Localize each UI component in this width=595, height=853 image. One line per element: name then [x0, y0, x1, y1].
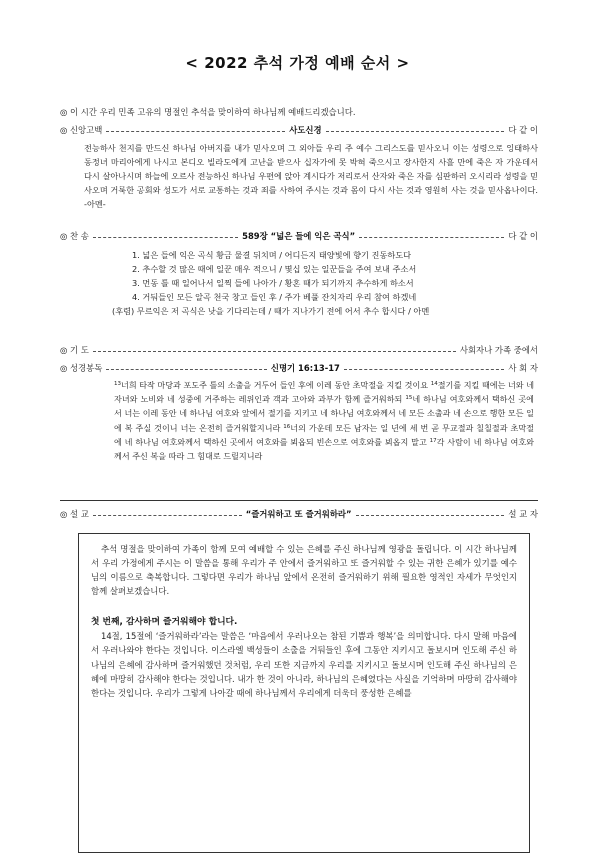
verse-text: 절기를 지킬 때에는 너와 네 자녀와 노비와 네 성중에 거주하는 레위인과 객과 고아와 과부가 함께 즐거워하되 — [114, 380, 535, 405]
prayer-leader: 사회자나 가족 중에서 — [459, 345, 538, 355]
hymn-leader: 다 같 이 — [508, 231, 539, 241]
dash-leader — [356, 515, 505, 516]
reading-label: ◎ 성경봉독 — [60, 363, 103, 373]
verse-number: 13 — [114, 381, 121, 387]
dash-leader — [359, 237, 504, 238]
intro-text: ◎ 이 시간 우리 민족 고유의 명절인 추석을 맞이하여 하나님께 예배드리겠습니다. — [60, 107, 356, 117]
dash-leader — [344, 369, 505, 370]
scripture-text — [114, 378, 534, 463]
creed-leader: 다 같 이 — [508, 125, 539, 135]
creed-text: 전능하사 천지를 만드신 하나님 아버지를 내가 믿사오며 그 외아들 우리 주 예수 그리스도를 믿사오니 이는 성령으로 잉태하사 동정녀 마리아에게 나시고 본디오 빌라도에게 고난을 받으사 십자가에 못 박혀 죽으시고 장사한지 사흘 만에 죽은 자 가운데서 다시 살아나시며 하늘에 오르사 전능하신 하나님 우편에 앉아 계시다가 저리로서 산자와 죽은 자를 심판하러 오시리라 성령을 믿사오며 거룩한 공회와 성도가 서로 교통하는 것과 죄를 사하여 주시는 것과 몸이 다시 사는 것과 영원히 사는 것을 믿사옵나이다. -아멘- — [84, 143, 538, 210]
hymn-lyrics — [112, 248, 532, 318]
reading-header — [60, 362, 538, 374]
sermon-label: ◎ 설 교 — [60, 509, 89, 519]
dash-leader — [93, 515, 242, 516]
dash-leader — [106, 369, 267, 370]
sermon-box — [78, 533, 530, 853]
creed-label: ◎ 신앙고백 — [60, 125, 103, 135]
verse-number: 16 — [283, 423, 291, 430]
sermon-paragraph: 추석 명절을 맞이하여 가족이 함께 모여 예배할 수 있는 은혜를 주신 하나님께 영광을 돌립니다. 이 시간 하나님께서 우리 가정에게 주시는 이 말씀을 통해 우리가 주 안에서 즐거워하고 또 즐거워할 수 있는 귀한 은혜가 있기를 예수님의 이름으로 축복합니다. 그렇다면 우리가 하나님 앞에서 온전히 즐거워하기 위해 필요한 영적인 자세가 무엇인지 함께 살펴보겠습니다. — [91, 544, 517, 597]
divider — [60, 500, 538, 501]
prayer-header — [60, 344, 538, 356]
hymn-title: 589장 “넓은 들에 익은 곡식” — [242, 231, 356, 241]
hymn-verse: 2. 추수할 것 많은 때에 일꾼 매우 적으니 / 몇십 있는 일꾼들을 주여 보내 주소서 — [132, 264, 417, 275]
sermon-point-heading: 첫 번째, 감사하며 즐거워해야 합니다. — [91, 617, 238, 628]
dash-leader — [93, 351, 456, 352]
reading-leader: 사 회 자 — [508, 363, 538, 373]
sermon-title: “즐거워하고 또 즐거워하라” — [245, 509, 352, 519]
sermon-leader: 설 교 자 — [508, 509, 539, 519]
verse-text: 너희 타작 마당과 포도주 틀의 소출을 거두어 들인 후에 이레 동안 초막절을 지킬 것이요 — [121, 380, 431, 390]
hymn-header — [60, 230, 538, 242]
verse-text: 각 사람이 네 하나님 여호와께서 주신 복을 따라 그 힘대로 드릴지니라 — [114, 436, 534, 462]
reading-reference: 신명기 16:13-17 — [270, 363, 340, 373]
hymn-label: ◎ 찬 송 — [60, 231, 89, 241]
verse-number: 17 — [429, 437, 437, 444]
page-title: < 2022 추석 가정 예배 순서 > — [185, 54, 410, 72]
prayer-label: ◎ 기 도 — [60, 345, 89, 355]
dash-leader — [106, 131, 285, 132]
verse-number: 14 — [430, 381, 438, 387]
creed-header — [60, 124, 538, 136]
hymn-verse: 4. 거둬들인 모든 알곡 천국 창고 들인 후 / 주가 베풀 잔치자리 우리 참여 하겠네 — [132, 292, 417, 303]
verse-number: 15 — [405, 395, 413, 402]
dash-leader — [326, 131, 505, 132]
verse-text: 네 하나님 여호와께서 택하신 곳에서 너는 이레 동안 네 하나님 여호와 앞에서 절기를 지키고 네 하나님 여호와께서 네 모든 소출과 네 손으로 행한 모든 일에 복 주실 것이니 너는 온전히 즐거워할지니라 — [114, 394, 534, 433]
creed-title: 사도신경 — [289, 125, 322, 135]
verse-text: 너의 가운데 모든 남자는 일 년에 세 번 곧 무교절과 칠칠절과 초막절에 네 하나님 여호와께서 택하신 곳에서 여호와를 뵈옵되 빈손으로 여호와를 뵈옵지 말고 — [114, 422, 534, 447]
dash-leader — [93, 237, 238, 238]
hymn-verse: 1. 넓은 들에 익은 곡식 황금 물결 뒤치며 / 어디든지 태양빛에 향기 진동하도다 — [132, 250, 412, 260]
hymn-chorus: (후렴) 무르익은 저 곡식은 낫을 기다리는데 / 때가 지나가기 전에 어서 추수 합시다 / 아멘 — [112, 306, 430, 317]
sermon-paragraph: 14절, 15절에 ‘즐거워하라’라는 말씀은 ‘마음에서 우러나오는 참된 기쁨과 행복’을 의미합니다. 다시 말해 마음에서 우러나와야 한다는 것입니다. 이스라엘 백성들이 소출을 거둬들인 후에 그동안 지키시고 돌보시며 인도해 주신 하나님의 은혜에 감사하며 즐거워했던 것처럼, 우리 또한 지금까지 우리를 지키시고 돌보시며 인도해 주신 하나님의 은혜에 마땅히 감사해야 한다는 것입니다. 내가 한 것이 아니라, 하나님의 은혜였다는 사실을 기억하며 마땅히 감사해야 한다는 것입니다. 우리가 그렇게 나아갈 때에 하나님께서 우리에게 더욱더 풍성한 은혜를 — [91, 631, 517, 698]
sermon-header — [60, 508, 538, 520]
hymn-verse: 3. 먼동 틀 때 일어나서 일찍 들에 나아가 / 황혼 때가 되기까지 추수하게 하소서 — [132, 278, 414, 289]
